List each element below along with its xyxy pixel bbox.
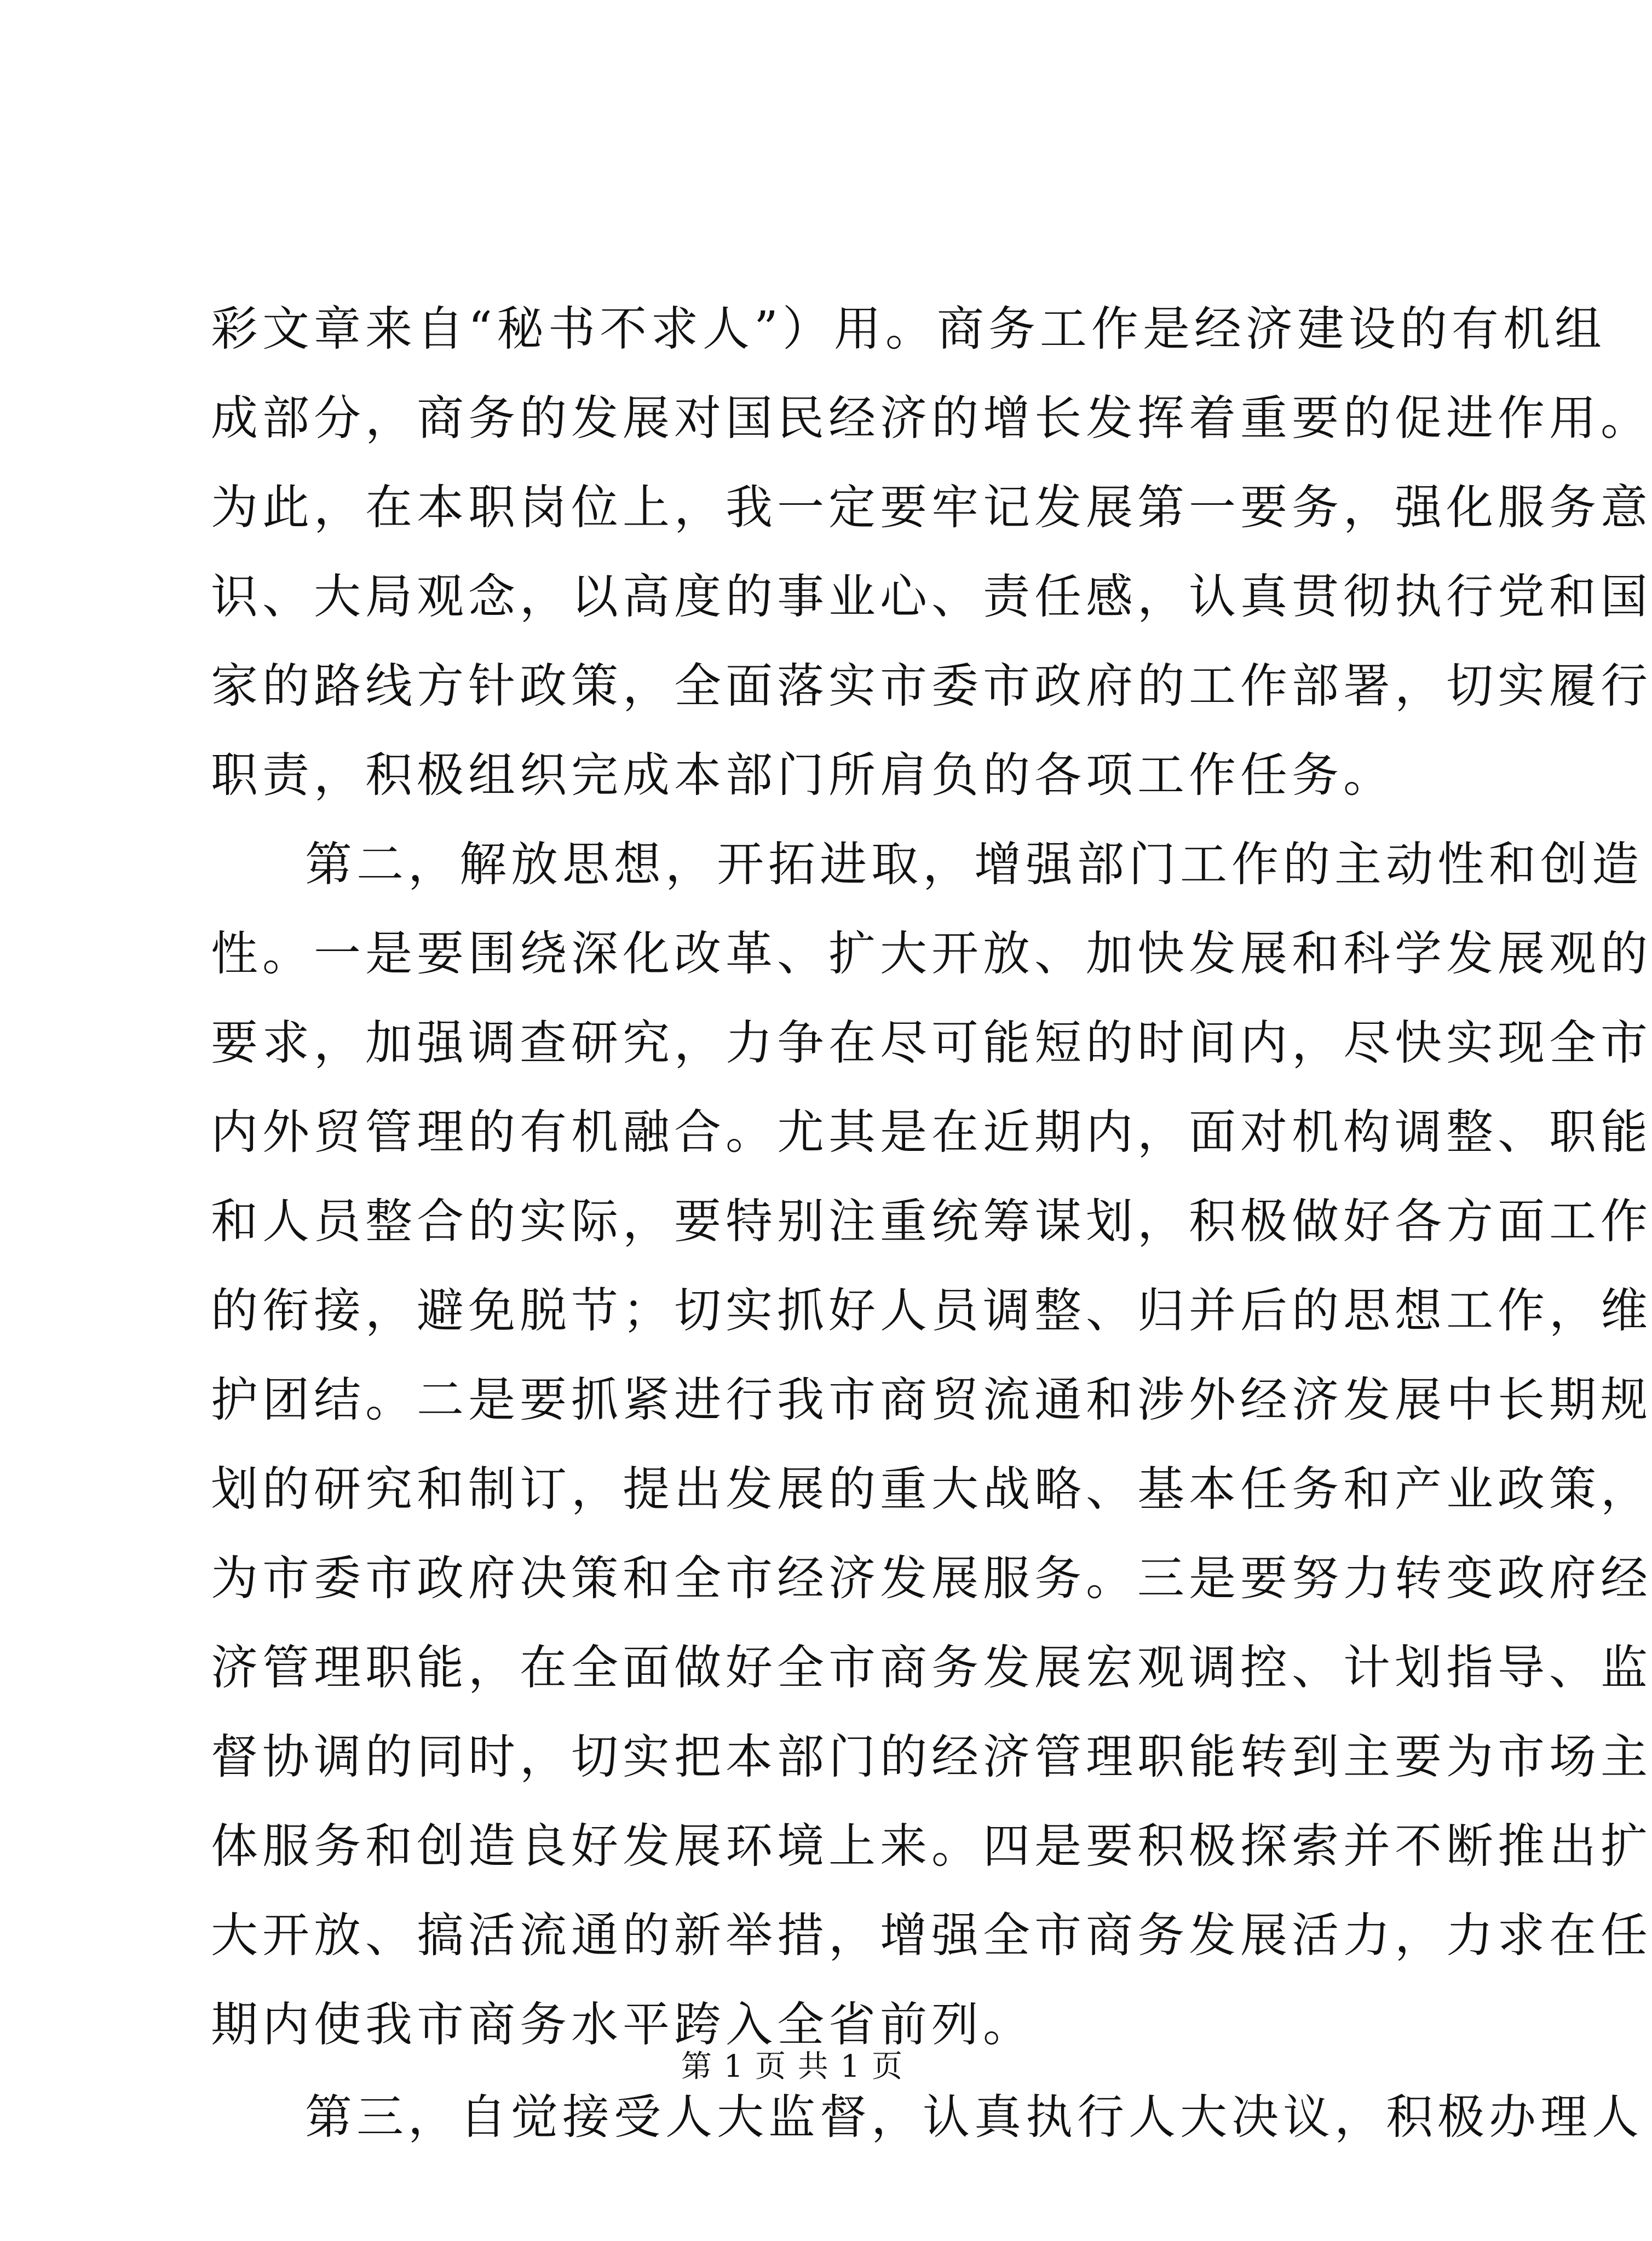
text-line: 内外贸管理的有机融合。尤其是在近期内，面对机构调整、职能 xyxy=(211,1105,1652,1160)
text-line: 性。一是要围绕深化改革、扩大开放、加快发展和科学发展观的 xyxy=(211,926,1652,981)
text-line: 为市委市政府决策和全市经济发展服务。三是要努力转变政府经 xyxy=(211,1551,1652,1606)
text-line: 的衔接，避免脱节；切实抓好人员调整、归并后的思想工作，维 xyxy=(211,1283,1652,1338)
page-footer: 第 1 页 共 1 页 xyxy=(681,2049,904,2084)
body-text xyxy=(211,285,1652,2162)
text-line: 成部分，商务的发展对国民经济的增长发挥着重要的促进作用。 xyxy=(211,391,1652,446)
text-line: 体服务和创造良好发展环境上来。四是要积极探索并不断推出扩 xyxy=(211,1819,1652,1874)
text-line: 要求，加强调查研究，力争在尽可能短的时间内，尽快实现全市 xyxy=(211,1016,1652,1070)
text-line: 为此，在本职岗位上，我一定要牢记发展第一要务，强化服务意 xyxy=(211,480,1652,535)
text-line: 划的研究和制订，提出发展的重大战略、基本任务和产业政策， xyxy=(211,1462,1652,1517)
text-line: 期内使我市商务水平跨入全省前列。 xyxy=(211,1997,1034,2052)
text-line: 识、大局观念，以高度的事业心、责任感，认真贯彻执行党和国 xyxy=(211,569,1652,624)
text-line: 职责，积极组织完成本部门所肩负的各项工作任务。 xyxy=(211,748,1395,803)
text-line: 济管理职能，在全面做好全市商务发展宏观调控、计划指导、监 xyxy=(211,1640,1652,1695)
paragraph-start-line: 第二，解放思想，开拓进取，增强部门工作的主动性和创造 xyxy=(305,837,1643,892)
paragraph-start-line: 第三，自觉接受人大监督，认真执行人大决议，积极办理人 xyxy=(305,2090,1643,2145)
text-line: 大开放、搞活流通的新举措，增强全市商务发展活力，力求在任 xyxy=(211,1908,1652,1963)
text-line: 家的路线方针政策，全面落实市委市政府的工作部署，切实履行 xyxy=(211,659,1652,713)
text-line: 护团结。二是要抓紧进行我市商贸流通和涉外经济发展中长期规 xyxy=(211,1373,1652,1427)
text-line: 督协调的同时，切实把本部门的经济管理职能转到主要为市场主 xyxy=(211,1730,1652,1784)
text-line: 和人员整合的实际，要特别注重统筹谋划，积极做好各方面工作 xyxy=(211,1194,1652,1249)
text-line: 彩文章来自“秘书不求人”）用。商务工作是经济建设的有机组 xyxy=(211,302,1606,356)
